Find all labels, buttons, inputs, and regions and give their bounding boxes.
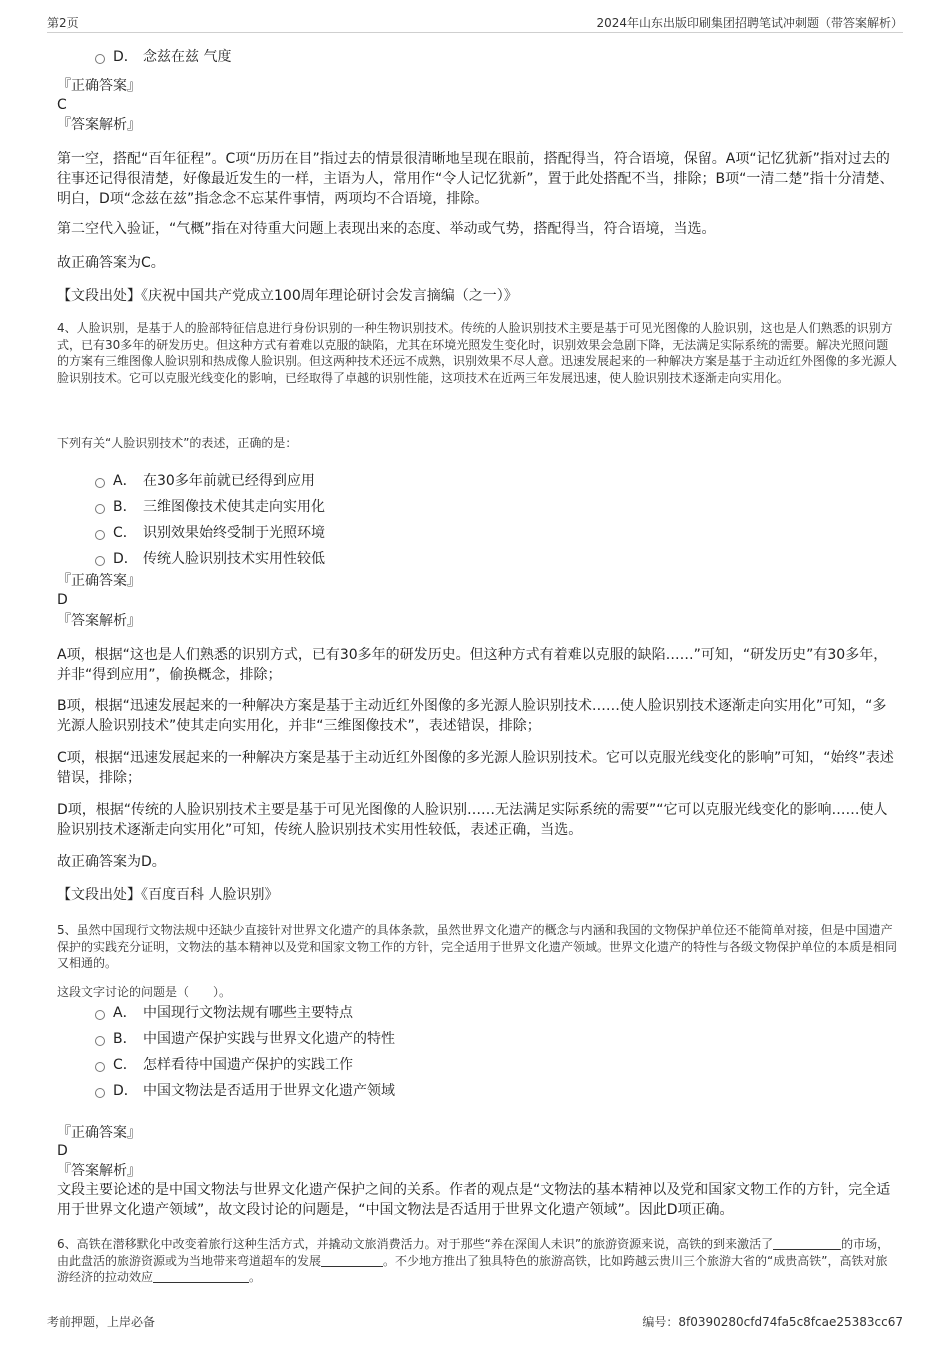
correct-answer-label: 『正确答案』 (57, 573, 141, 589)
correct-answer: C (57, 97, 67, 113)
question-prompt: 这段文字讨论的问题是（ ）。 (57, 985, 232, 999)
analysis-label: 『答案解析』 (57, 117, 141, 133)
radio-icon[interactable] (95, 556, 105, 566)
analysis-conclusion: 故正确答案为D。 (57, 854, 166, 870)
source-citation: 【文段出处】《百度百科 人脸识别》 (57, 887, 279, 903)
option-d[interactable]: D． 念兹在兹 气度 (95, 48, 231, 66)
option-c[interactable]: C． 怎样看待中国遗产保护的实践工作 (95, 1056, 353, 1074)
analysis-conclusion: 故正确答案为C。 (57, 255, 165, 271)
page-number: 第2页 (47, 16, 79, 30)
correct-answer-label: 『正确答案』 (57, 1125, 141, 1141)
option-c[interactable]: C． 识别效果始终受制于光照环境 (95, 524, 325, 542)
analysis-paragraph: D项，根据“传统的人脸识别技术主要是基于可见光图像的人脸识别……无法满足实际系统的需要”“它可以克服光线变化的影响……使人脸识别技术逐渐走向实用化”可知，传统人脸识别技术实用性较低，表述正确，当选。 (57, 802, 888, 838)
analysis-paragraph: B项，根据“迅速发展起来的一种解决方案是基于主动近红外图像的多光源人脸识别技术……使人脸识别技术逐渐走向实用化”可知，“多光源人脸识别技术”使其走向实用化，并非“三维图像技术”，表述错误，排除； (57, 698, 887, 734)
question-stem: 4、人脸识别，是基于人的脸部特征信息进行身份识别的一种生物识别技术。传统的人脸识别技术主要是基于可见光图像的人脸识别，这也是人们熟悉的识别方式，已有30多年的研发历史。但这种方式有着难以克服的缺陷，尤其在环境光照发生变化时，识别效果会急剧下降，无法满足实际系统的需要。解决光照问题的方案有三维图像人脸识别和热成像人脸识别。但这两种技术还远不成熟，识别效果不尽人意。迅速发展起来的一种解决方案是基于主动近红外图像的多光源人脸识别技术。它可以克服光线变化的影响，已经取得了卓越的识别性能，这项技术在近两三年发展迅速，使人脸识别技术逐渐走向实用化。 (57, 321, 898, 385)
fill-blank-3[interactable] (153, 1270, 249, 1283)
radio-icon[interactable] (95, 504, 105, 514)
question-stem: 6、高铁在潜移默化中改变着旅行这种生活方式，并撬动文旅消费活力。对于那些“养在深闺人未识”的旅游资源来说，高铁的到来激活了 的市场，由此盘活的旅游资源或为当地带来弯道超车的发展 。不少地方推出了独具特色的旅游高铁，比如跨越云贵川三个旅游大省的“成贵高铁”，高铁对旅游经济的拉动效应 。 (57, 1237, 890, 1284)
correct-answer: D (57, 1143, 68, 1159)
radio-icon[interactable] (95, 478, 105, 488)
radio-icon[interactable] (95, 54, 105, 64)
option-a[interactable]: A． 中国现行文物法规有哪些主要特点 (95, 1004, 353, 1022)
question-stem: 5、虽然中国现行文物法规中还缺少直接针对世界文化遗产的具体条款，虽然世界文化遗产的概念与内涵和我国的文物保护单位还不能简单对接，但是中国遗产保护的实践充分证明，文物法的基本精神以及党和国家文物工作的方针，完全适用于世界文化遗产领域。世界文化遗产的特性与各级文物保护单位的本质是相同又相通的。 (57, 923, 898, 970)
option-d[interactable]: D． 中国文物法是否适用于世界文化遗产领域 (95, 1082, 395, 1100)
analysis-paragraph: 文段主要论述的是中国文物法与世界文化遗产保护之间的关系。作者的观点是“文物法的基本精神以及党和国家文物工作的方针，完全适用于世界文化遗产领域”，故文段讨论的问题是，“中国文物法是否适用于世界文化遗产领域”。因此D项正确。 (57, 1182, 891, 1218)
footer-slogan: 考前押题，上岸必备 (47, 1315, 156, 1329)
analysis-paragraph: A项，根据“这也是人们熟悉的识别方式，已有30多年的研发历史。但这种方式有着难以克服的缺陷……”可知，“研发历史”有30多年，并非“得到应用”，偷换概念，排除； (57, 647, 888, 683)
analysis-paragraph: 第一空，搭配“百年征程”。C项“历历在目”指过去的情景很清晰地呈现在眼前，搭配得当，符合语境，保留。A项“记忆犹新”指对过去的往事还记得很清楚，好像最近发生的一样，主语为人，常用作“令人记忆犹新”，置于此处搭配不当，排除；B项“一清二楚”指十分清楚、明白，D项“念兹在兹”指念念不忘某件事情，两项均不合语境，排除。 (57, 151, 894, 207)
source-citation: 【文段出处】《庆祝中国共产党成立100周年理论研讨会发言摘编（之一）》 (57, 288, 518, 304)
option-a[interactable]: A． 在30多年前就已经得到应用 (95, 472, 315, 490)
analysis-label: 『答案解析』 (57, 1163, 141, 1179)
correct-answer-label: 『正确答案』 (57, 78, 141, 94)
option-b[interactable]: B． 三维图像技术使其走向实用化 (95, 498, 325, 516)
option-d[interactable]: D． 传统人脸识别技术实用性较低 (95, 550, 325, 568)
fill-blank-1[interactable] (773, 1237, 841, 1250)
question-prompt: 下列有关“人脸识别技术”的表述，正确的是： (57, 436, 298, 450)
option-b[interactable]: B． 中国遗产保护实践与世界文化遗产的特性 (95, 1030, 395, 1048)
page-header (47, 14, 903, 33)
radio-icon[interactable] (95, 1062, 105, 1072)
document-id: 编号：8f0390280cfd74fa5c8fcae25383cc67 (642, 1315, 903, 1329)
radio-icon[interactable] (95, 1036, 105, 1046)
analysis-label: 『答案解析』 (57, 613, 141, 629)
radio-icon[interactable] (95, 1088, 105, 1098)
analysis-paragraph: C项，根据“迅速发展起来的一种解决方案是基于主动近红外图像的多光源人脸识别技术。它可以克服光线变化的影响”可知，“始终”表述错误，排除； (57, 750, 894, 786)
radio-icon[interactable] (95, 1010, 105, 1020)
document-title: 2024年山东出版印刷集团招聘笔试冲刺题（带答案解析） (596, 16, 903, 30)
analysis-paragraph: 第二空代入验证，“气概”指在对待重大问题上表现出来的态度、举动或气势，搭配得当，符合语境，当选。 (57, 221, 716, 237)
radio-icon[interactable] (95, 530, 105, 540)
correct-answer: D (57, 592, 68, 608)
fill-blank-2[interactable] (321, 1254, 383, 1267)
